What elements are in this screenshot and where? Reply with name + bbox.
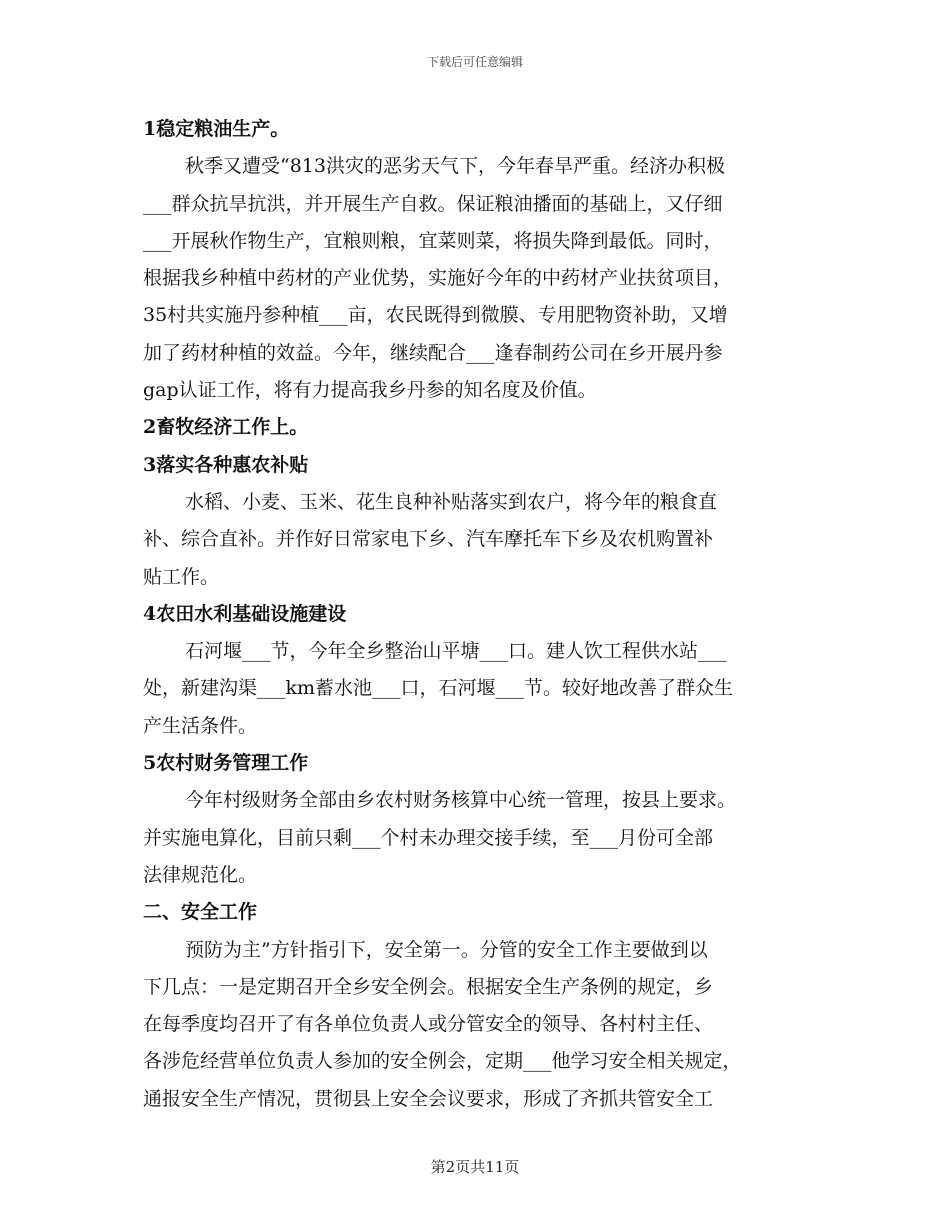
section-heading-subsidies: 3落实各种惠农补贴	[143, 453, 309, 476]
document-body	[143, 111, 815, 1118]
paragraph-line: 水稻、小麦、玉米、花生良种补贴落实到农户，将今年的粮食直	[185, 490, 718, 513]
paragraph-line: 预防为主”方针指引下，安全第一。分管的安全工作主要做到以	[185, 938, 708, 961]
paragraph-line: 加了药材种植的效益。今年，继续配合___逢春制药公司在乡开展丹参	[143, 341, 723, 364]
paragraph-line: 秋季又遭受“813洪灾的恶劣天气下，今年春旱严重。经济办积极	[185, 155, 725, 178]
paragraph-line: 产生活条件。	[143, 714, 258, 737]
paragraph-line: 下几点：一是定期召开全乡安全例会。根据安全生产条例的规定，乡	[143, 975, 714, 998]
paragraph-line: 根据我乡种植中药材的产业优势，实施好今年的中药材产业扶贫项目，	[143, 267, 733, 290]
page-footer: 第2页共11页	[430, 1158, 520, 1176]
page-header: 下载后可任意编辑	[426, 55, 523, 69]
paragraph-line: 通报安全生产情况，贯彻县上安全会议要求，形成了齐抓共管安全工	[143, 1087, 714, 1110]
paragraph-line: 贴工作。	[143, 565, 220, 588]
paragraph-line: 法律规范化。	[143, 863, 258, 886]
section-heading-grain-oil: 1稳定粮油生产。	[143, 118, 290, 140]
paragraph-line: 并实施电算化，目前只剩___个村未办理交接手续，至___月份可全部	[143, 826, 714, 849]
paragraph-line: ___开展秋作物生产，宜粮则粮，宜菜则菜，将损失降到最低。同时，	[143, 229, 723, 252]
section-heading-water-conservancy: 4农田水利基础设施建设	[143, 602, 347, 625]
section-heading-safety: 二、安全工作	[143, 901, 258, 924]
paragraph-line: ___群众抗旱抗洪，并开展生产自救。保证粮油播面的基础上，又仔细	[143, 192, 723, 215]
paragraph-line: 补、综合直补。并作好日常家电下乡、汽车摩托车下乡及农机购置补	[143, 528, 714, 551]
section-heading-livestock: 2畜牧经济工作上。	[143, 416, 309, 439]
paragraph-line: 今年村级财务全部由乡农村财务核算中心统一管理，按县上要求。	[185, 789, 737, 812]
section-heading-finance: 5农村财务管理工作	[143, 752, 309, 775]
paragraph-line: 在每季度均召开了有各单位负责人或分管安全的领导、各村村主任、	[143, 1013, 714, 1036]
paragraph-line: gap认证工作，将有力提高我乡丹参的知名度及价值。	[143, 379, 597, 402]
paragraph-line: 处，新建沟渠___km蓄水池___口，石河堰___节。较好地改善了群众生	[143, 677, 734, 700]
paragraph-line: 石河堰___节，今年全乡整治山平塘___口。建人饮工程供水站___	[185, 640, 727, 663]
paragraph-line: 35村共实施丹参种植___亩，农民既得到微膜、专用肥物资补助，又增	[143, 304, 728, 327]
paragraph-line: 各涉危经营单位负责人参加的安全例会，定期___他学习安全相关规定，	[143, 1050, 742, 1073]
